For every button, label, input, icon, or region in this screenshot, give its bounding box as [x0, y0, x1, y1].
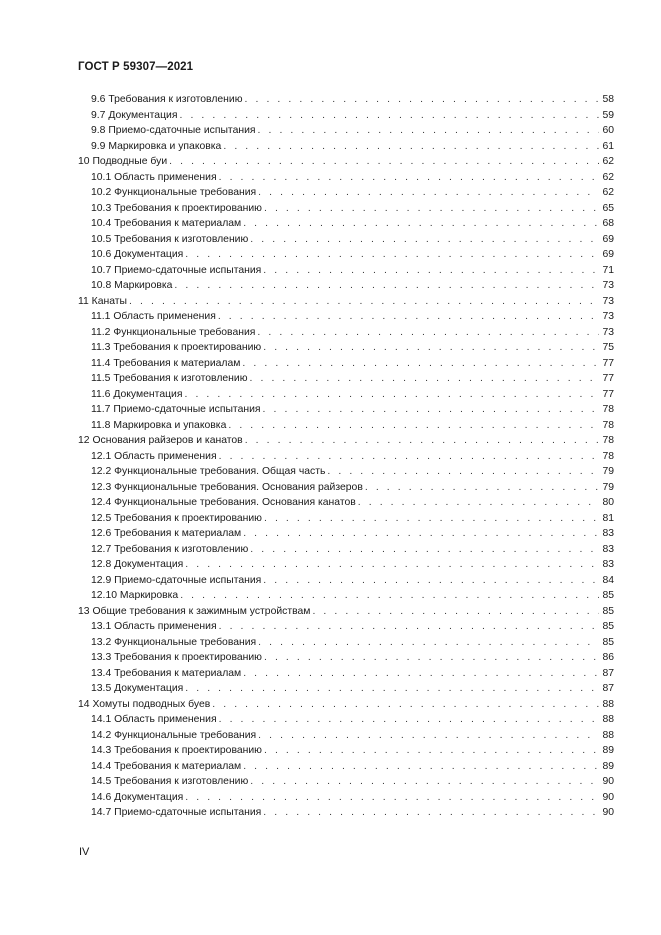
toc-dot-leader	[219, 619, 599, 635]
toc-entry-page-number: 81	[602, 512, 614, 524]
toc-dot-leader	[243, 216, 599, 232]
toc-entry-page-number: 61	[602, 140, 614, 152]
toc-entry-page-number: 83	[602, 559, 614, 570]
toc-entry-title: 14.5 Требования к изготовлению	[91, 776, 249, 787]
toc-entry-title: 11.4 Требования к материалам	[91, 357, 241, 369]
toc-entry-title: 10.5 Требования к изготовлению	[91, 233, 249, 245]
toc-entry-page-number: 85	[602, 590, 614, 601]
toc-subsection-entry[interactable]	[78, 774, 614, 790]
toc-subsection-entry[interactable]	[78, 480, 614, 496]
toc-dot-leader	[169, 154, 599, 170]
toc-subsection-entry[interactable]	[78, 557, 614, 573]
toc-entry-title: 12.4 Функциональные требования. Основания канатов	[91, 497, 356, 508]
toc-dot-leader	[179, 108, 599, 124]
toc-entry-page-number: 73	[602, 280, 614, 291]
toc-entry-page-number: 86	[602, 652, 614, 663]
toc-entry-page-number: 77	[602, 357, 614, 369]
toc-entry-title: 14.6 Документация	[91, 791, 184, 803]
toc-subsection-entry[interactable]	[78, 526, 614, 542]
toc-entry-page-number: 80	[602, 497, 614, 508]
toc-subsection-entry[interactable]	[78, 278, 614, 294]
toc-subsection-entry[interactable]	[78, 790, 614, 806]
toc-dot-leader	[327, 464, 599, 480]
toc-dot-leader	[264, 743, 599, 759]
toc-subsection-entry[interactable]	[78, 108, 614, 124]
toc-dot-leader	[263, 263, 599, 279]
toc-entry-page-number: 85	[602, 621, 614, 632]
toc-subsection-entry[interactable]	[78, 340, 614, 356]
toc-subsection-entry[interactable]	[78, 402, 614, 418]
toc-entry-title: 13.2 Функциональные требования	[91, 636, 257, 648]
toc-subsection-entry[interactable]	[78, 356, 614, 372]
toc-entry-page-number: 73	[602, 311, 614, 322]
toc-entry-page-number: 88	[602, 729, 614, 741]
toc-entry-title: 14.4 Требования к материалам	[91, 760, 242, 772]
toc-dot-leader	[185, 247, 599, 263]
toc-entry-title: 12 Основания райзеров и канатов	[78, 435, 243, 446]
toc-entry-page-number: 89	[602, 745, 614, 756]
toc-entry-page-number: 65	[602, 202, 614, 214]
toc-subsection-entry[interactable]	[78, 170, 614, 186]
toc-section-entry[interactable]	[78, 697, 614, 713]
toc-subsection-entry[interactable]	[78, 449, 614, 465]
toc-entry-page-number: 73	[602, 326, 614, 338]
toc-entry-title: 10.6 Документация	[91, 249, 184, 260]
toc-dot-leader	[312, 604, 599, 620]
toc-dot-leader	[358, 495, 599, 511]
toc-entry-title: 10.8 Маркировка	[91, 280, 173, 291]
toc-entry-page-number: 88	[602, 698, 614, 710]
toc-subsection-entry[interactable]	[78, 805, 614, 821]
toc-entry-page-number: 75	[602, 342, 614, 353]
toc-dot-leader	[212, 697, 599, 713]
page-number: IV	[79, 846, 90, 858]
toc-dot-leader	[257, 325, 599, 341]
toc-entry-title: 12.6 Требования к материалам	[91, 528, 242, 539]
toc-entry-title: 12.3 Функциональные требования. Основания райзеров	[91, 481, 363, 493]
toc-entry-page-number: 90	[602, 791, 614, 803]
toc-entry-title: 13 Общие требования к зажимным устройствам	[78, 605, 311, 617]
toc-entry-page-number: 78	[602, 404, 614, 415]
toc-dot-leader	[228, 418, 599, 434]
toc-dot-leader	[184, 387, 599, 403]
toc-entry-title: 9.8 Приемо-сдаточные испытания	[91, 125, 256, 136]
toc-entry-title: 11.3 Требования к проектированию	[91, 342, 262, 353]
toc-entry-page-number: 90	[602, 776, 614, 787]
toc-dot-leader	[223, 139, 599, 155]
toc-entry-page-number: 83	[602, 528, 614, 539]
toc-dot-leader	[258, 123, 599, 139]
toc-entry-title: 11.2 Функциональные требования	[91, 326, 256, 338]
toc-dot-leader	[185, 681, 599, 697]
toc-entry-page-number: 78	[602, 450, 614, 462]
toc-dot-leader	[245, 92, 600, 108]
toc-subsection-entry[interactable]	[78, 588, 614, 604]
toc-dot-leader	[219, 170, 599, 186]
toc-dot-leader	[242, 356, 599, 372]
toc-entry-title: 10.7 Приемо-сдаточные испытания	[91, 264, 262, 276]
toc-entry-title: 11.5 Требования к изготовлению	[91, 373, 248, 384]
toc-entry-title: 9.7 Документация	[91, 109, 178, 121]
toc-subsection-entry[interactable]	[78, 511, 614, 527]
toc-entry-title: 11.7 Приемо-сдаточные испытания	[91, 404, 261, 415]
toc-section-entry[interactable]	[78, 154, 614, 170]
toc-entry-title: 10.4 Требования к материалам	[91, 218, 242, 229]
toc-entry-title: 10.2 Функциональные требования	[91, 187, 257, 198]
table-of-contents	[78, 92, 614, 821]
toc-entry-title: 13.3 Требования к проектированию	[91, 652, 262, 663]
toc-entry-page-number: 59	[602, 109, 614, 121]
toc-dot-leader	[180, 588, 599, 604]
toc-subsection-entry[interactable]	[78, 681, 614, 697]
toc-dot-leader	[264, 511, 599, 527]
toc-entry-title: 13.5 Документация	[91, 683, 184, 694]
toc-entry-title: 12.7 Требования к изготовлению	[91, 543, 249, 555]
toc-subsection-entry[interactable]	[78, 573, 614, 589]
toc-dot-leader	[250, 371, 599, 387]
toc-entry-page-number: 83	[602, 543, 614, 555]
toc-entry-title: 12.9 Приемо-сдаточные испытания	[91, 574, 262, 586]
toc-dot-leader	[243, 666, 599, 682]
toc-subsection-entry[interactable]	[78, 759, 614, 775]
toc-subsection-entry[interactable]	[78, 666, 614, 682]
toc-subsection-entry[interactable]	[78, 464, 614, 480]
toc-entry-page-number: 89	[602, 760, 614, 772]
document-code-header: ГОСТ Р 59307—2021	[78, 61, 194, 73]
toc-dot-leader	[264, 650, 599, 666]
toc-entry-page-number: 58	[602, 94, 614, 105]
toc-entry-title: 14 Хомуты подводных буев	[78, 698, 211, 710]
toc-section-entry[interactable]	[78, 604, 614, 620]
toc-entry-page-number: 77	[602, 388, 614, 400]
toc-entry-title: 10.1 Область применения	[91, 171, 217, 183]
toc-entry-page-number: 87	[602, 667, 614, 679]
toc-dot-leader	[263, 805, 599, 821]
toc-dot-leader	[264, 201, 599, 217]
toc-dot-leader	[174, 278, 599, 294]
toc-subsection-entry[interactable]	[78, 123, 614, 139]
toc-subsection-entry[interactable]	[78, 263, 614, 279]
toc-entry-page-number: 62	[602, 171, 614, 183]
toc-entry-title: 12.10 Маркировка	[91, 590, 179, 601]
toc-subsection-entry[interactable]	[78, 325, 614, 341]
toc-entry-title: 11.8 Маркировка и упаковка	[91, 419, 227, 431]
toc-entry-page-number: 69	[602, 233, 614, 245]
toc-entry-page-number: 90	[602, 807, 614, 818]
toc-dot-leader	[250, 232, 599, 248]
toc-subsection-entry[interactable]	[78, 728, 614, 744]
toc-subsection-entry[interactable]	[78, 387, 614, 403]
toc-subsection-entry[interactable]	[78, 185, 614, 201]
toc-subsection-entry[interactable]	[78, 495, 614, 511]
toc-dot-leader	[185, 557, 599, 573]
toc-dot-leader	[219, 712, 599, 728]
toc-entry-page-number: 62	[602, 187, 614, 198]
toc-entry-page-number: 85	[602, 605, 614, 617]
toc-entry-title: 10 Подводные буи	[78, 156, 168, 167]
toc-entry-page-number: 88	[602, 714, 614, 725]
toc-dot-leader	[258, 635, 599, 651]
toc-subsection-entry[interactable]	[78, 216, 614, 232]
toc-entry-title: 11 Канаты	[78, 295, 128, 307]
toc-subsection-entry[interactable]	[78, 635, 614, 651]
toc-subsection-entry[interactable]	[78, 542, 614, 558]
toc-dot-leader	[263, 402, 599, 418]
toc-entry-page-number: 68	[602, 218, 614, 229]
toc-entry-title: 14.1 Область применения	[91, 714, 217, 725]
toc-dot-leader	[218, 309, 599, 325]
toc-entry-title: 14.3 Требования к проектированию	[91, 745, 262, 756]
toc-dot-leader	[245, 433, 599, 449]
toc-subsection-entry[interactable]	[78, 232, 614, 248]
toc-entry-page-number: 73	[602, 295, 614, 307]
toc-dot-leader	[250, 774, 599, 790]
toc-entry-title: 9.6 Требования к изготовлению	[91, 94, 243, 105]
toc-entry-title: 13.1 Область применения	[91, 621, 217, 632]
toc-entry-title: 10.3 Требования к проектированию	[91, 202, 262, 214]
toc-entry-page-number: 87	[602, 683, 614, 694]
toc-entry-title: 12.8 Документация	[91, 559, 184, 570]
toc-entry-title: 12.2 Функциональные требования. Общая часть	[91, 466, 326, 477]
toc-section-entry[interactable]	[78, 294, 614, 310]
toc-entry-page-number: 78	[602, 435, 614, 446]
toc-subsection-entry[interactable]	[78, 619, 614, 635]
toc-entry-page-number: 60	[602, 125, 614, 136]
toc-subsection-entry[interactable]	[78, 92, 614, 108]
toc-entry-title: 12.1 Область применения	[91, 450, 217, 462]
toc-dot-leader	[258, 728, 599, 744]
toc-dot-leader	[258, 185, 599, 201]
toc-subsection-entry[interactable]	[78, 139, 614, 155]
toc-subsection-entry[interactable]	[78, 743, 614, 759]
toc-entry-page-number: 85	[602, 636, 614, 648]
toc-entry-title: 11.6 Документация	[91, 388, 183, 400]
toc-entry-title: 13.4 Требования к материалам	[91, 667, 242, 679]
toc-dot-leader	[365, 480, 599, 496]
toc-entry-page-number: 77	[602, 373, 614, 384]
toc-entry-page-number: 71	[602, 264, 614, 276]
toc-dot-leader	[263, 573, 599, 589]
toc-entry-title: 9.9 Маркировка и упаковка	[91, 140, 222, 152]
toc-section-entry[interactable]	[78, 433, 614, 449]
toc-subsection-entry[interactable]	[78, 712, 614, 728]
toc-dot-leader	[263, 340, 599, 356]
toc-subsection-entry[interactable]	[78, 371, 614, 387]
toc-dot-leader	[129, 294, 599, 310]
toc-entry-page-number: 79	[602, 466, 614, 477]
toc-entry-title: 11.1 Область применения	[91, 311, 216, 322]
toc-entry-title: 14.7 Приемо-сдаточные испытания	[91, 807, 262, 818]
toc-entry-title: 14.2 Функциональные требования	[91, 729, 257, 741]
toc-entry-page-number: 62	[602, 156, 614, 167]
toc-subsection-entry[interactable]	[78, 247, 614, 263]
toc-subsection-entry[interactable]	[78, 650, 614, 666]
toc-subsection-entry[interactable]	[78, 309, 614, 325]
toc-entry-title: 12.5 Требования к проектированию	[91, 512, 262, 524]
toc-dot-leader	[185, 790, 599, 806]
toc-subsection-entry[interactable]	[78, 201, 614, 217]
toc-entry-page-number: 69	[602, 249, 614, 260]
toc-entry-page-number: 78	[602, 419, 614, 431]
toc-entry-page-number: 79	[602, 481, 614, 493]
toc-subsection-entry[interactable]	[78, 418, 614, 434]
toc-dot-leader	[219, 449, 599, 465]
toc-dot-leader	[250, 542, 599, 558]
toc-dot-leader	[243, 759, 599, 775]
toc-dot-leader	[243, 526, 599, 542]
toc-entry-page-number: 84	[602, 574, 614, 586]
